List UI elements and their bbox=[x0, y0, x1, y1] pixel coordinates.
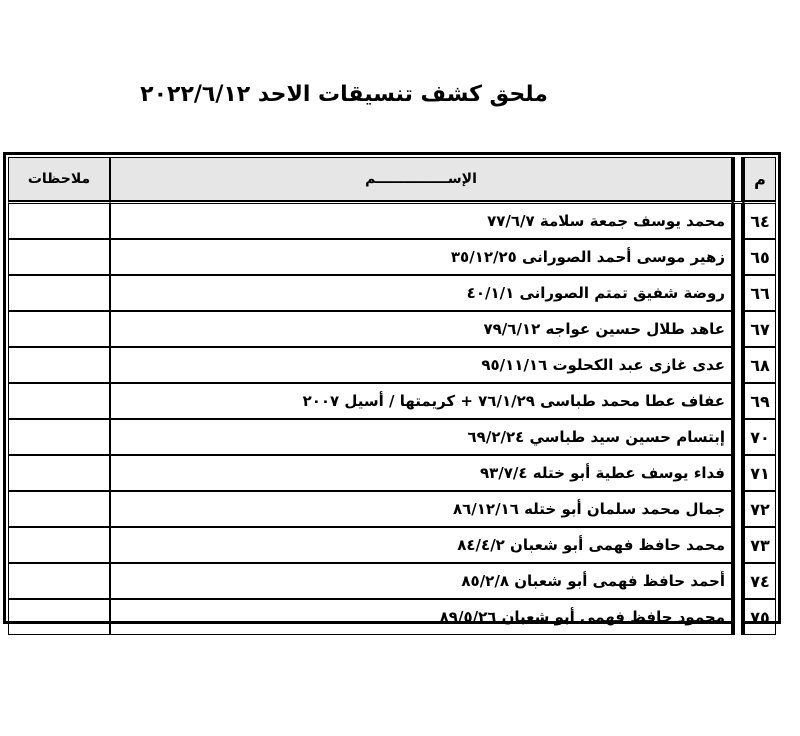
table-row bbox=[8, 527, 776, 563]
column-gap bbox=[732, 383, 744, 419]
table-row bbox=[8, 455, 776, 491]
table-header-row bbox=[8, 157, 776, 201]
row-number: ٧٠ bbox=[744, 419, 776, 455]
row-name: روضة شفيق تمتم الصورانى ٤٠/١/١ bbox=[110, 275, 732, 311]
notes-column-header: ملاحظات bbox=[8, 157, 110, 201]
column-gap bbox=[732, 455, 744, 491]
row-notes bbox=[8, 311, 110, 347]
row-notes bbox=[8, 239, 110, 275]
names-table bbox=[8, 157, 776, 635]
column-gap bbox=[732, 599, 744, 635]
list-table-frame bbox=[3, 152, 781, 627]
row-notes bbox=[8, 419, 110, 455]
row-number: ٦٥ bbox=[744, 239, 776, 275]
row-name: جمال محمد سلمان أبو ختله ٨٦/١٢/١٦ bbox=[110, 491, 732, 527]
column-gap bbox=[732, 491, 744, 527]
table-row bbox=[8, 563, 776, 599]
row-notes bbox=[8, 527, 110, 563]
row-number: ٧١ bbox=[744, 455, 776, 491]
row-number: ٧٤ bbox=[744, 563, 776, 599]
column-gap bbox=[732, 419, 744, 455]
row-name: فداء يوسف عطية أبو ختله ٩٣/٧/٤ bbox=[110, 455, 732, 491]
row-number: ٧٥ bbox=[744, 599, 776, 635]
table-row bbox=[8, 201, 776, 239]
row-notes bbox=[8, 599, 110, 635]
column-gap bbox=[732, 311, 744, 347]
row-number: ٦٤ bbox=[744, 201, 776, 239]
row-name: محمود حافظ فهمى أبو شعبان ٨٩/٥/٢٦ bbox=[110, 599, 732, 635]
column-gap bbox=[732, 527, 744, 563]
table-row bbox=[8, 419, 776, 455]
number-column-header: م bbox=[744, 157, 776, 201]
row-number: ٧٢ bbox=[744, 491, 776, 527]
table-row bbox=[8, 311, 776, 347]
table-row bbox=[8, 347, 776, 383]
row-number: ٧٣ bbox=[744, 527, 776, 563]
column-gap bbox=[732, 239, 744, 275]
table-row bbox=[8, 491, 776, 527]
row-number: ٦٩ bbox=[744, 383, 776, 419]
table-row bbox=[8, 599, 776, 635]
column-gap bbox=[732, 275, 744, 311]
row-name: زهير موسى أحمد الصورانى ٣٥/١٢/٢٥ bbox=[110, 239, 732, 275]
row-notes bbox=[8, 455, 110, 491]
row-number: ٦٧ bbox=[744, 311, 776, 347]
row-notes bbox=[8, 383, 110, 419]
document-title: ملحق كشف تنسيقات الاحد ٢٠٢٢/٦/١٢ bbox=[140, 82, 548, 107]
row-notes bbox=[8, 563, 110, 599]
row-name: محمد يوسف جمعة سلامة ٧٧/٦/٧ bbox=[110, 201, 732, 239]
name-column-header: الإســـــــــــــــم bbox=[110, 157, 732, 201]
row-notes bbox=[8, 491, 110, 527]
column-gap bbox=[732, 201, 744, 239]
table-row bbox=[8, 239, 776, 275]
column-gap bbox=[732, 157, 744, 201]
row-notes bbox=[8, 347, 110, 383]
row-name: عفاف عطا محمد طباسى ٧٦/١/٢٩ + كريمتها / أسيل ٢٠٠٧ bbox=[110, 383, 732, 419]
row-name: عدى غازى عبد الكحلوت ٩٥/١١/١٦ bbox=[110, 347, 732, 383]
table-row bbox=[8, 383, 776, 419]
row-number: ٦٨ bbox=[744, 347, 776, 383]
row-name: عاهد طلال حسين عواجه ٧٩/٦/١٢ bbox=[110, 311, 732, 347]
row-name: أحمد حافظ فهمى أبو شعبان ٨٥/٢/٨ bbox=[110, 563, 732, 599]
row-name: محمد حافظ فهمى أبو شعبان ٨٤/٤/٢ bbox=[110, 527, 732, 563]
row-number: ٦٦ bbox=[744, 275, 776, 311]
row-notes bbox=[8, 275, 110, 311]
column-gap bbox=[732, 347, 744, 383]
column-gap bbox=[732, 563, 744, 599]
table-body bbox=[8, 201, 776, 635]
row-notes bbox=[8, 201, 110, 239]
table-row bbox=[8, 275, 776, 311]
row-name: إبتسام حسين سيد طباسي ٦٩/٢/٢٤ bbox=[110, 419, 732, 455]
